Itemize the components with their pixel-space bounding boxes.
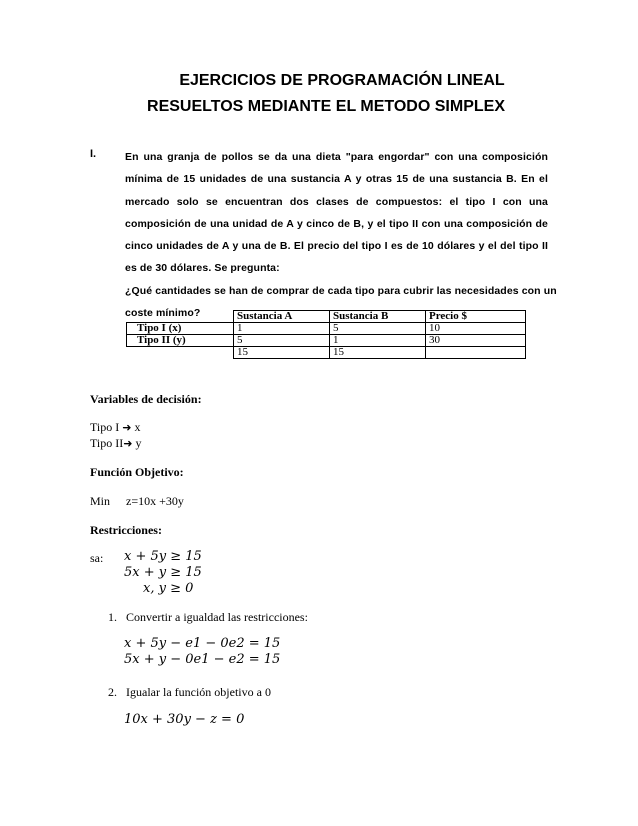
step-1-number: 1.: [108, 610, 117, 624]
step-1-text: Convertir a igualdad las restricciones:: [126, 610, 308, 624]
step-2-number: 2.: [108, 685, 117, 699]
decision-var-2: [90, 436, 141, 451]
problem-line: mercado solo se encuentran dos clases de compuestos: el tipo I con una: [125, 195, 548, 208]
table-row: [127, 323, 526, 335]
table-header-cell: [127, 311, 234, 323]
table-cell: [426, 347, 526, 359]
decision-var-1: [90, 420, 140, 435]
table-cell: 30: [426, 335, 526, 347]
problem-line: es de 30 dólares. Se pregunta:: [125, 262, 280, 275]
constraint-1: x + 5y ≥ 15: [124, 549, 202, 564]
problem-line: mínima de 15 unidades de una sustancia A y otras 15 de una sustancia B. En el: [125, 173, 548, 186]
problem-line: cinco unidades de A y una de B. El precio del tipo I es de 10 dólares y el del tipo II: [125, 240, 548, 253]
title-line-1: EJERCICIOS DE PROGRAMACIÓN LINEAL: [179, 72, 505, 89]
table-cell: 5: [330, 323, 426, 335]
table-header-cell: Sustancia A: [234, 311, 330, 323]
step-1-equation-2: 5x + y − 0e1 − e2 = 15: [124, 652, 281, 667]
constraints-heading: Restricciones:: [90, 523, 162, 537]
table-header-cell: Sustancia B: [330, 311, 426, 323]
step-2-text: Igualar la función objetivo a 0: [126, 685, 271, 699]
table-row: [127, 347, 526, 359]
objective-label: Min: [90, 494, 111, 508]
problem-number: I.: [90, 148, 97, 160]
table-cell: Tipo II (y): [127, 335, 234, 347]
title-line-2: RESUELTOS MEDIANTE EL METODO SIMPLEX: [147, 98, 505, 115]
step-1-equation-1: x + 5y − e1 − 0e2 = 15: [124, 636, 281, 651]
problem-statement: [125, 146, 557, 324]
table-header-cell: Precio $: [426, 311, 526, 323]
constraints-label: sa:: [90, 551, 104, 565]
table-cell: 1: [234, 323, 330, 335]
problem-line: coste mínimo?: [125, 307, 201, 320]
problem-line: ¿Qué cantidades se han de comprar de cada tipo para cubrir las necesidades con un: [125, 284, 557, 297]
table-header-row: [127, 311, 526, 323]
decision-var-1-label: Tipo I: [90, 420, 120, 434]
table-cell: 15: [234, 347, 330, 359]
table-cell: 15: [330, 347, 426, 359]
constraint-nonnegativity: x, y ≥ 0: [143, 581, 194, 596]
table-cell: 5: [234, 335, 330, 347]
decision-var-2-label: Tipo II: [90, 436, 124, 450]
table-cell: [127, 347, 234, 359]
problem-line: En una granja de pollos se da una dieta "para engordar" con una composición: [125, 151, 548, 163]
problem-line: composición de una unidad de A y cinco de B, y el tipo II con una composición de: [125, 217, 548, 230]
objective-heading: Función Objetivo:: [90, 465, 184, 479]
table-cell: 10: [426, 323, 526, 335]
table-cell: 1: [330, 335, 426, 347]
table-row: [127, 335, 526, 347]
arrow-right-icon: ➜: [122, 421, 132, 434]
table-cell: Tipo I (x): [127, 323, 234, 335]
data-table: [126, 310, 526, 359]
arrow-right-icon: ➜: [123, 437, 133, 450]
decision-var-2-symbol: y: [135, 436, 142, 450]
objective-expression: z=10x +30y: [126, 494, 184, 508]
constraint-2: 5x + y ≥ 15: [124, 565, 202, 580]
step-2-equation: 10x + 30y − z = 0: [124, 712, 245, 727]
decision-var-1-symbol: x: [134, 420, 141, 434]
decision-heading: Variables de decisión:: [90, 392, 202, 406]
